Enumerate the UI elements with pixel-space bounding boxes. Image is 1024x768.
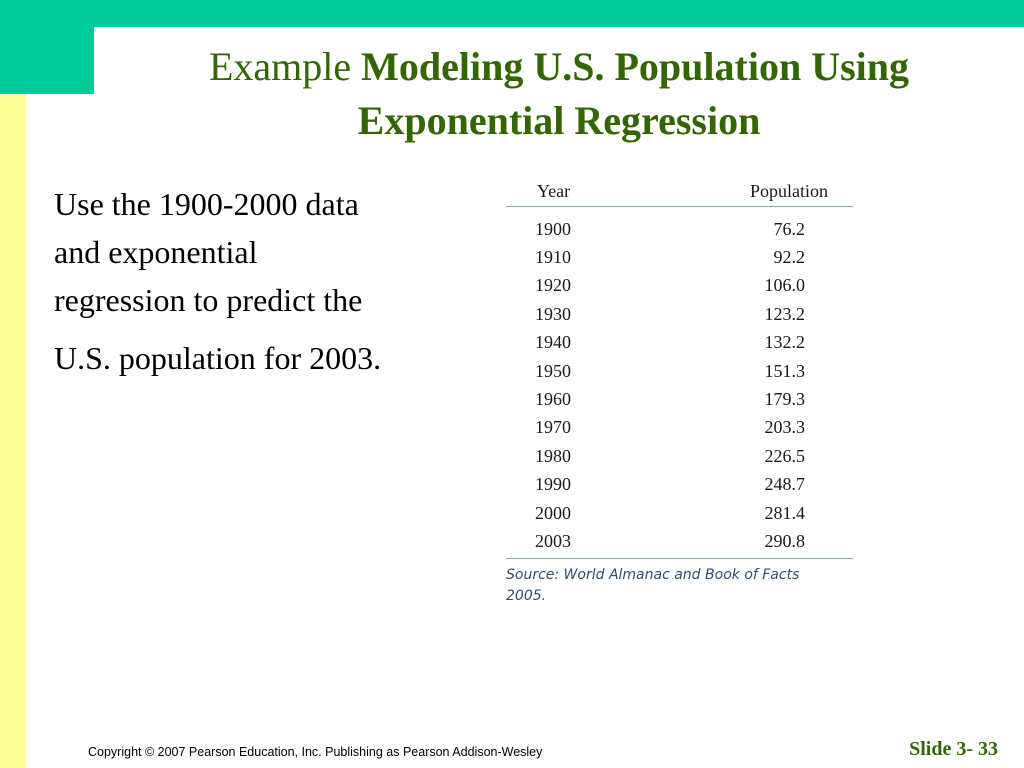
slide-number: Slide 3- 33 (909, 738, 998, 760)
top-accent-bar (0, 0, 1024, 27)
table-header-row (506, 176, 853, 207)
year-cell: 2000 (535, 502, 571, 523)
year-cell: 1980 (535, 445, 571, 466)
population-cell: 203.3 (764, 417, 805, 438)
title-bold-line2: Exponential Regression (357, 98, 761, 143)
population-cell: 132.2 (764, 332, 805, 353)
copyright-notice: Copyright © 2007 Pearson Education, Inc. Publishing as Pearson Addison-Wesley (88, 745, 543, 759)
population-table (506, 176, 853, 559)
title-prefix: Example (208, 44, 352, 89)
year-cell: 1930 (535, 303, 571, 324)
title-bold-line1: Modeling U.S. Population Using (361, 44, 910, 89)
year-cell: 1990 (535, 474, 571, 495)
table-row (506, 329, 853, 357)
body-line: Use the 1900-2000 data (54, 186, 359, 222)
table-row (506, 414, 853, 442)
table-row (506, 300, 853, 328)
population-cell: 92.2 (773, 247, 805, 268)
body-line: and exponential (54, 234, 258, 270)
table-row (506, 499, 853, 527)
year-cell: 1940 (535, 332, 571, 353)
year-cell: 1900 (535, 218, 571, 239)
population-cell: 226.5 (764, 445, 805, 466)
table-row (506, 357, 853, 385)
table-row (506, 527, 853, 558)
side-accent-strip (0, 94, 26, 768)
population-cell: 106.0 (764, 275, 805, 296)
population-cell: 151.3 (764, 360, 805, 381)
population-table-wrap (506, 176, 854, 607)
population-cell: 179.3 (764, 389, 805, 410)
table-row (506, 442, 853, 470)
corner-accent-block (0, 0, 94, 94)
year-cell: 1910 (535, 247, 571, 268)
body-text (54, 180, 484, 382)
table-row (506, 272, 853, 300)
year-cell: 1960 (535, 389, 571, 410)
year-cell: 1950 (535, 360, 571, 381)
year-cell: 1970 (535, 417, 571, 438)
table-body (506, 207, 853, 559)
source-line: 2005. (506, 587, 547, 604)
body-line: U.S. population for 2003. (54, 340, 382, 376)
year-cell: 2003 (506, 527, 640, 558)
slide-title (94, 40, 1024, 148)
year-column-header: Year (506, 176, 640, 207)
population-cell: 76.2 (773, 218, 805, 239)
table-row (506, 207, 853, 244)
table-row (506, 385, 853, 413)
source-line: Source: World Almanac and Book of Facts (506, 566, 800, 583)
table-row (506, 243, 853, 271)
table-row (506, 471, 853, 499)
body-line: regression to predict the (54, 282, 363, 318)
population-cell: 248.7 (764, 474, 805, 495)
population-cell: 290.8 (640, 527, 853, 558)
population-cell: 281.4 (764, 502, 805, 523)
year-cell: 1920 (535, 275, 571, 296)
population-column-header: Population (640, 176, 853, 207)
source-note (506, 565, 846, 607)
population-cell: 123.2 (764, 303, 805, 324)
